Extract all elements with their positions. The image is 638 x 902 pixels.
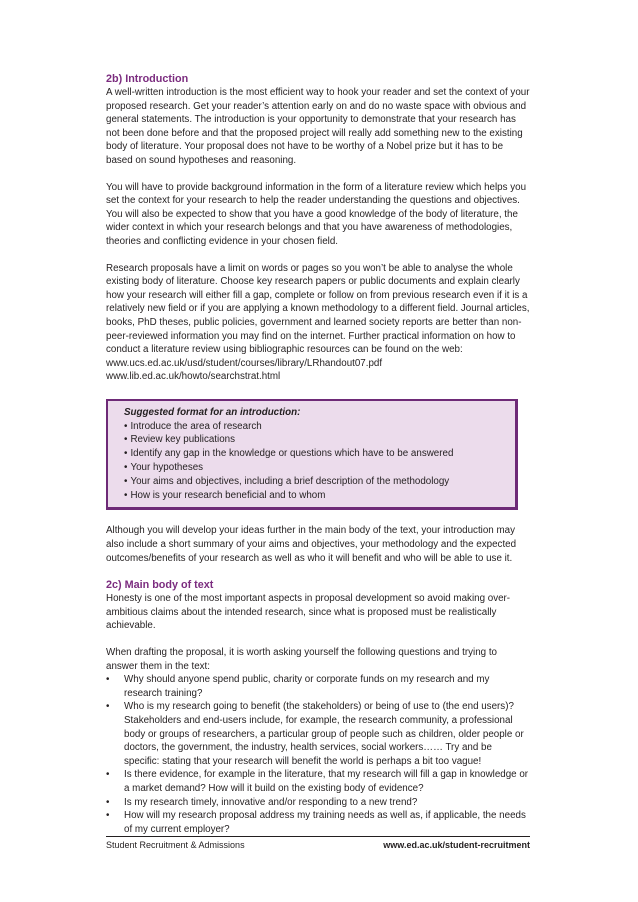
list-item [106,768,530,795]
intro-paragraph-2: You will have to provide background information in the form of a literature review which helps you set the context for your research to help the reader understanding the questions and objectives. You will also be expected to show that you have a good knowledge of the body of literature, the wider context in which your research belongs and that you have awareness of methodologies, theories and conflicting evidence in your chosen field. [106,181,527,247]
list-item [124,420,515,434]
list-item-text: Why should anyone spend public, charity or corporate funds on my research and my research training? [124,674,490,699]
list-item [124,433,515,447]
list-item [124,489,515,503]
list-item [124,447,515,461]
suggested-format-list [124,420,515,503]
footer-url[interactable]: www.ed.ac.uk/student-recruitment [383,840,530,850]
intro-link-1: www.ucs.ed.ac.uk/usd/student/courses/library/LRhandout07.pdf [106,357,383,369]
bullet: • [124,448,128,460]
bullet: • [106,796,110,808]
bullet: • [124,434,128,446]
main-body-paragraph-1: Honesty is one of the most important aspects in proposal development so avoid making over-ambitious claims about the intended research, since what is proposed must be realistically achievable. [106,593,511,632]
footer-department: Student Recruitment & Admissions [106,840,245,850]
document-page [106,72,530,836]
after-callout-paragraph: Although you will develop your ideas further in the main body of the text, your introduction may also include a short summary of your aims and objectives, your methodology and the expected outcomes/benefits of your research as well as who it will benefit and who will be able to use it. [106,525,517,564]
main-body-paragraph-2: When drafting the proposal, it is worth asking yourself the following questions and trying to answer them in the text: [106,647,498,672]
list-item [124,461,515,475]
list-item [106,700,530,768]
list-item-text: Who is my research going to benefit (the stakeholders) or being of use to (the end users)? Stakeholders and end-users include, for example, the research community, a professional body or groups of researchers, a particular group of people such as children, older people or doctors, the government, the industry, health services, social workers…… Try and be specific: stating that your research will benefit the world is perhaps a bit too vague! [124,701,524,767]
bullet: • [124,489,128,501]
list-item-text: Review key publications [130,434,235,446]
questions-list [106,673,530,836]
list-item [106,809,530,836]
intro-paragraph-1: A well-written introduction is the most efficient way to hook your reader and set the context of your proposed research. Get your reader’s attention early on and do no waste space with obvious and general statements. The introduction is your opportunity to demonstrate that your research has not been done before and that the proposed project will really add something new to the existing body of literature. Your proposal does not have to be worthy of a Nobel prize but it has to be based on sound hypotheses and reasoning. [106,87,530,166]
list-item [106,796,530,810]
introduction-heading: 2b) Introduction [106,73,189,85]
intro-link-2: www.lib.ed.ac.uk/howto/searchstrat.html [106,371,281,383]
list-item-text: Your aims and objectives, including a brief description of the methodology [130,475,450,487]
bullet: • [106,769,110,781]
main-body-heading: 2c) Main body of text [106,579,214,592]
suggested-format-box [106,399,518,511]
bullet: • [124,475,128,487]
list-item-text: Is my research timely, innovative and/or responding to a new trend? [124,796,418,808]
list-item [124,475,515,489]
bullet: • [106,701,110,713]
list-item-text: How will my research proposal address my training needs as well as, if applicable, the needs of my current employer? [124,810,526,835]
list-item-text: How is your research beneficial and to whom [130,489,326,501]
bullet: • [106,810,110,822]
suggested-format-title: Suggested format for an introduction: [124,406,301,418]
page-footer [106,836,530,850]
intro-paragraph-3: Research proposals have a limit on words or pages so you won’t be able to analyse the whole existing body of literature. Choose key research papers or public documents and explain clearly how your research will either fill a gap, complete or follow on from previous research even if it is a relatively new field or if you are applying a known methodology to a different field. Journal articles, books, PhD theses, public policies, government and learned society reports are better than non-peer-reviewed information you may find on the internet. Further practical information on how to conduct a literature review using bibliographic resources can be found on the web: [106,262,530,356]
list-item-text: Introduce the area of research [130,420,262,432]
bullet: • [124,420,128,432]
list-item-text: Your hypotheses [130,462,204,474]
bullet: • [124,462,128,474]
list-item-text: Is there evidence, for example in the literature, that my research will fill a gap in knowledge or a market demand? How will it build on the existing body of evidence? [124,769,529,794]
bullet: • [106,674,110,686]
list-item [106,673,530,700]
list-item-text: Identify any gap in the knowledge or questions which have to be answered [130,448,454,460]
